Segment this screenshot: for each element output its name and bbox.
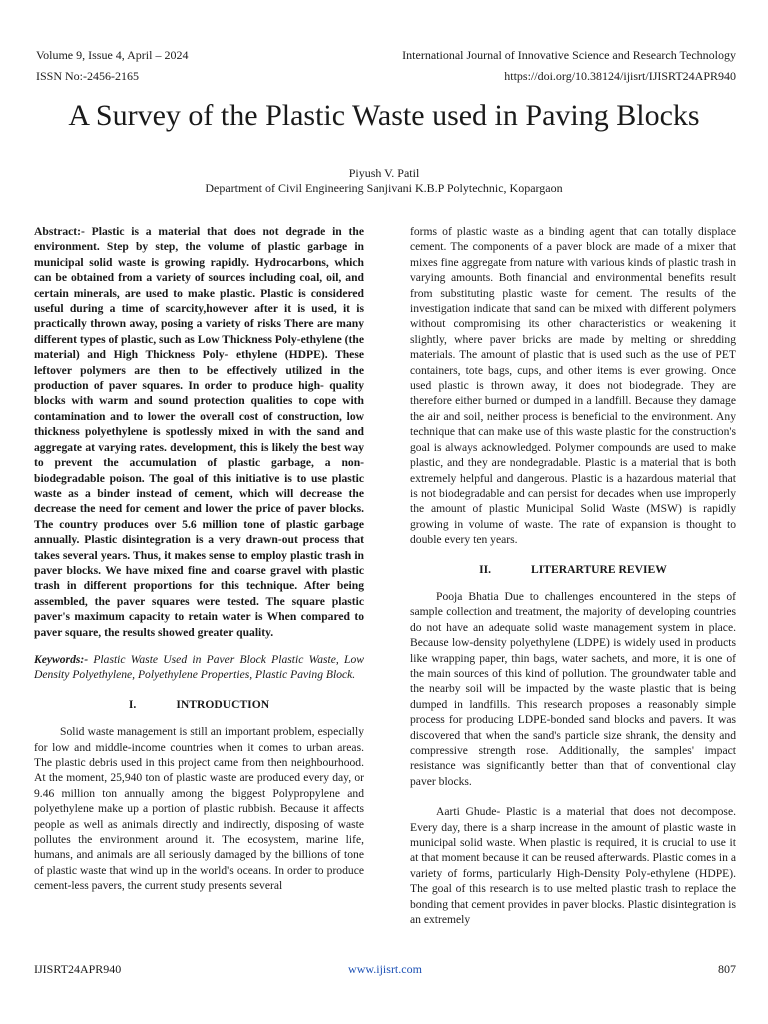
author-block <box>0 166 768 196</box>
doi-link[interactable]: https://doi.org/10.38124/ijisrt/IJISRT24APR940 <box>504 69 736 83</box>
intro-paragraph: Solid waste management is still an important problem, especially for low and middle-income countries when it comes to urban areas. The plastic debris used in this project came from then neighbourhood. At the moment, 25,940 ton of plastic waste are produced every day, or 9.46 million ton annually among the biggest Polypropylene and polyethylene make up a portion of plastic rubbish. Because it affects people as well as animals directly and indirectly, disposing of waste pollutes the environment around it. The ecosystem, marine life, humans, and animals are all seriously damaged by the billions of tone of plastic waste that wind up in the world's oceans. In order to produce cement-less pavers, the current study presents several <box>34 725 364 893</box>
section-heading-introduction <box>34 697 364 712</box>
footer-site-link[interactable]: www.ijisrt.com <box>348 962 422 976</box>
paper-title: A Survey of the Plastic Waste used in Paving Blocks <box>68 99 700 132</box>
section-heading-literature-review <box>410 562 736 577</box>
page-number: 807 <box>718 962 736 976</box>
keywords <box>34 652 364 683</box>
volume-info: Volume 9, Issue 4, April – 2024 <box>36 48 189 62</box>
author-name: Piyush V. Patil <box>348 166 420 180</box>
footer-paper-id: IJISRT24APR940 <box>34 962 122 976</box>
section-title: LITERARTURE REVIEW <box>531 562 667 576</box>
issn: ISSN No:-2456-2165 <box>36 69 140 83</box>
right-column <box>410 224 736 927</box>
journal-name: International Journal of Innovative Science and Research Technology <box>402 48 736 62</box>
review-paragraph-1: Pooja Bhatia Due to challenges encountered in the steps of sample collection and treatment, the majority of developing countries do not have an adequate solid waste management system in place. Because low-density polyethylene (LDPE) is widely used in products like wrapping paper, thin bags, water sachets, and more, it is one of the main sources of this kind of pollution. The groundwater table and the nearby soil will be impacted by the waste plastic that is being dumped in landfills. This research proposes a reasonably simple process for producing LDPE-bonded sand blocks and pavers. It was discovered that when the sand's particle size shrank, the density and compressive strength rose. Additionally, the samples' impact resistance was significantly better than that of conventional clay paver blocks. <box>410 589 736 788</box>
abstract: Abstract:- Plastic is a material that does not degrade in the environment. Step by step, the volume of plastic garbage in municipal solid waste is growing rapidly. Hydrocarbons, which can be obtained from a variety of sources including coal, oil, and certain minerals, are used to make plastic. Plastic is considered useful during a time of scarcity,however after it is used, it is practically thrown away, posing a variety of risks There are many different types of plastic, such as Low Thickness Poly-ethylene (the material) and High Thickness Poly- ethylene (HDPE). These leftover polymers are then to be effectively utilized in the production of paver squares. In order to produce high- quality blocks with warm and sound protection qualities to cope with contamination and to lower the overall cost of construction, low thickness polyethylene is spotlessly mixed in with the sand and aggregate at varying rates. development, this is likely the best way to prevent the accumulation of plastic garbage, a non-biodegradable poison. The goal of this initiative is to use plastic waste as a binder instead of cement, which will decrease the decrease the need for cement and lower the price of paver blocks. The country produces over 5.6 million tone of plastic garbage annually. Plastic disintegration is a very drawn-out process that takes several years. Thus, it makes sense to employ plastic trash in paver blocks. We have mixed fine and coarse gravel with plastic trash in different proportions for this technique. After being assembled, the paver squares were tested. The square plastic paver's maximum capacity to retain water is When compared to paver square, the results showed greater quality. <box>34 225 364 639</box>
section-number: I. <box>128 697 137 711</box>
left-column <box>34 224 364 894</box>
review-paragraph-2: Aarti Ghude- Plastic is a material that does not decompose. Every day, there is a sharp increase in the amount of plastic waste in municipal solid waste. When plastic is required, it is crucial to use it at that moment because it can be reused afterwards. Plastic comes in a variety of forms, particularly High-Density Poly-ethylene (HDPE). The goal of this research is to use melted plastic trash to replace the bonding that cement provides in paver blocks. Plastic disintegration is an extremely <box>410 805 736 927</box>
keywords-label: Keywords:- <box>34 652 89 666</box>
author-affiliation: Department of Civil Engineering Sanjivani K.B.P Polytechnic, Kopargaon <box>205 181 563 195</box>
intro-paragraph-continued: forms of plastic waste as a binding agent that can totally displace cement. The components of a paver block are made of a mixer that mixes fine aggregate from nature with various kinds of plastic trash in varying amounts. Both financial and environmental benefits result from substituting plastic waste for cement. The results of the investigation indicate that sand can be mixed with different polymers without compromising its other characteristics or weakening it slightly, where paver bricks are made by melting or shredding materials. The amount of plastic that is used such as the use of PET containers, tote bags, cups, and other items is ever growing. Once used plastic is thrown away, it does not biodegrade. They are therefore either burned or dumped in a landfill. Because they damage the air and soil, neither process is beneficial to the environment. Any technique that can make use of this waste plastic for the construction's goal is always acknowledged. Polymer compounds are used to make plastic, and they are nondegradable. Plastic is a material that is both extremely helpful and dangerous. Plastic is a hazardous material that is not biodegradable and can persist for decades when use improperly the amount of plastic Municipal Solid Waste (MSW) is rapidly growing in volume of waste. The rate of expansion is thought to double every ten years. <box>410 225 736 547</box>
section-number: II. <box>479 562 492 576</box>
keywords-text: Plastic Waste Used in Paver Block Plastic Waste, Low Density Polyethylene, Polyethylene Properties, Plastic Paving Block. <box>34 652 364 682</box>
section-title: INTRODUCTION <box>176 697 270 711</box>
